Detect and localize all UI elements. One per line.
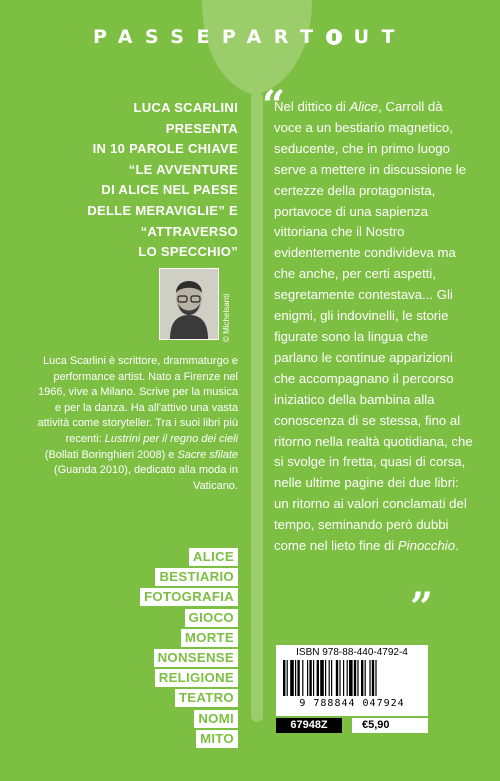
- barcode-stripe: [290, 660, 294, 696]
- barcode-stripe: [372, 660, 374, 696]
- barcode-stripe: [325, 660, 326, 696]
- barcode-stripe: [313, 660, 314, 696]
- barcode-stripe: [361, 660, 363, 696]
- barcode-stripe: [336, 660, 338, 696]
- intro-line: “ATTRAVERSO: [140, 223, 238, 239]
- barcode-stripe: [357, 660, 358, 696]
- barcode-stripe: [349, 660, 353, 696]
- bio-text: (Bollati Boringhieri 2008) e: [44, 448, 178, 461]
- photo-credit-text: © Michelsanti: [222, 293, 231, 342]
- barcode-stripe: [347, 660, 348, 696]
- barcode-stripe: [287, 660, 288, 696]
- product-code: 67948Z: [276, 718, 342, 733]
- barcode-stripe: [369, 660, 370, 696]
- author-bio: [34, 354, 238, 494]
- keyword-tag: ALICE: [189, 548, 238, 566]
- bio-text: Luca Scarlini è scrittore, drammaturgo e performance artist. Nato a Firenze nel 1966, vive a Milano. Scrive per la musica e per la danza. Ha all'attivo una vasta attività come storyteller. Tra i suoi libri più recenti:: [37, 355, 238, 445]
- barcode-stripe: [320, 660, 324, 696]
- book-title: Alice: [349, 99, 379, 114]
- intro-line: LO SPECCHIO”: [138, 244, 238, 260]
- barcode-stripe: [331, 660, 332, 696]
- barcode-stripe: [354, 660, 356, 696]
- barcode-stripe: [339, 660, 340, 696]
- barcode-stripe: [297, 660, 299, 696]
- barcode-stripe: [317, 660, 319, 696]
- photo-credit: [222, 262, 236, 342]
- keyword-tag: RELIGIONE: [155, 669, 238, 687]
- quote-text: , Carroll dà voce a un bestiario magnetico, seducente, che in primo luogo serve a mettere in discussione le certezze della protagonista, portavoce di una sapienza vittoriana che il Nostro evidentemente condivideva ma che anche, per certi aspetti, segretamente contestava... Gli enigmi, gli indovinelli, le storie figurate sono la lingua che parlano le continue apparizioni che accompagnano il percorso iniziatico della bambina alla conoscenza di se stessa, fino al ritorno nella realtà quotidiana, che si svolge in fretta, quasi di corsa, nelle ultime pagine dei due libri: un ritorno ai valori conclamati del tempo, seminando però dubbi come nel lieto fine di: [274, 99, 473, 554]
- keyword-tag: NOMI: [194, 710, 238, 728]
- price-label: €5,90: [352, 718, 428, 733]
- keyword-tag: NONSENSE: [154, 649, 238, 667]
- barcode-stripe: [295, 660, 296, 696]
- barcode-stripe: [283, 660, 285, 696]
- keyword-tag: MORTE: [181, 629, 238, 647]
- barcode-stripe: [365, 660, 366, 696]
- series-name-end: UT: [353, 26, 407, 48]
- barcode-stripe: [302, 660, 303, 696]
- intro-line: LUCA SCARLINI: [133, 100, 238, 115]
- close-quote-mark: ”: [410, 584, 428, 631]
- book-title: Pinocchio: [397, 538, 456, 554]
- barcode-stripe: [307, 660, 308, 696]
- keyword-tag: TEATRO: [175, 689, 238, 707]
- bio-text: (Guanda 2010), dedicato alla moda in Vaticano.: [53, 464, 238, 492]
- keyword-tag: BESTIARIO: [155, 568, 238, 586]
- isbn-label: ISBN 978-88-440-4792-4: [296, 647, 408, 658]
- book-title: Sacre sfilate: [177, 448, 238, 461]
- blurb-quote: [274, 97, 474, 557]
- keyword-tag: FOTOGRAFIA: [140, 588, 238, 606]
- barcode-panel: [276, 645, 428, 716]
- book-title: Lustrini per il regno dei cieli: [104, 432, 238, 445]
- barcode-stripe: [343, 660, 344, 696]
- intro-line: PRESENTA: [165, 120, 238, 136]
- keyhole-o-icon: [326, 29, 342, 45]
- keyword-list: [140, 548, 238, 750]
- intro-line: “LE AVVENTURE: [128, 161, 238, 177]
- keyword-tag: MITO: [196, 730, 238, 748]
- series-name-start: PASSEPART: [93, 26, 326, 48]
- barcode-stripe: [309, 660, 311, 696]
- intro-line: DI ALICE NEL PAESE: [101, 182, 238, 198]
- series-logo: [0, 26, 500, 48]
- author-intro: [60, 98, 238, 263]
- barcode-stripe: [329, 660, 330, 696]
- keyword-tag: GIOCO: [185, 609, 238, 627]
- barcode-digits: 9 788844 047924: [299, 698, 405, 709]
- intro-line: DELLE MERAVIGLIE” E: [87, 202, 238, 218]
- open-quote-mark: “: [262, 82, 280, 129]
- quote-text: .: [455, 538, 459, 554]
- barcode-stripe: [375, 660, 376, 696]
- quote-text: Nel dittico di: [274, 99, 350, 114]
- intro-line: IN 10 PAROLE CHIAVE: [92, 141, 238, 157]
- barcode-bars: [283, 660, 421, 696]
- author-photo: [159, 268, 219, 340]
